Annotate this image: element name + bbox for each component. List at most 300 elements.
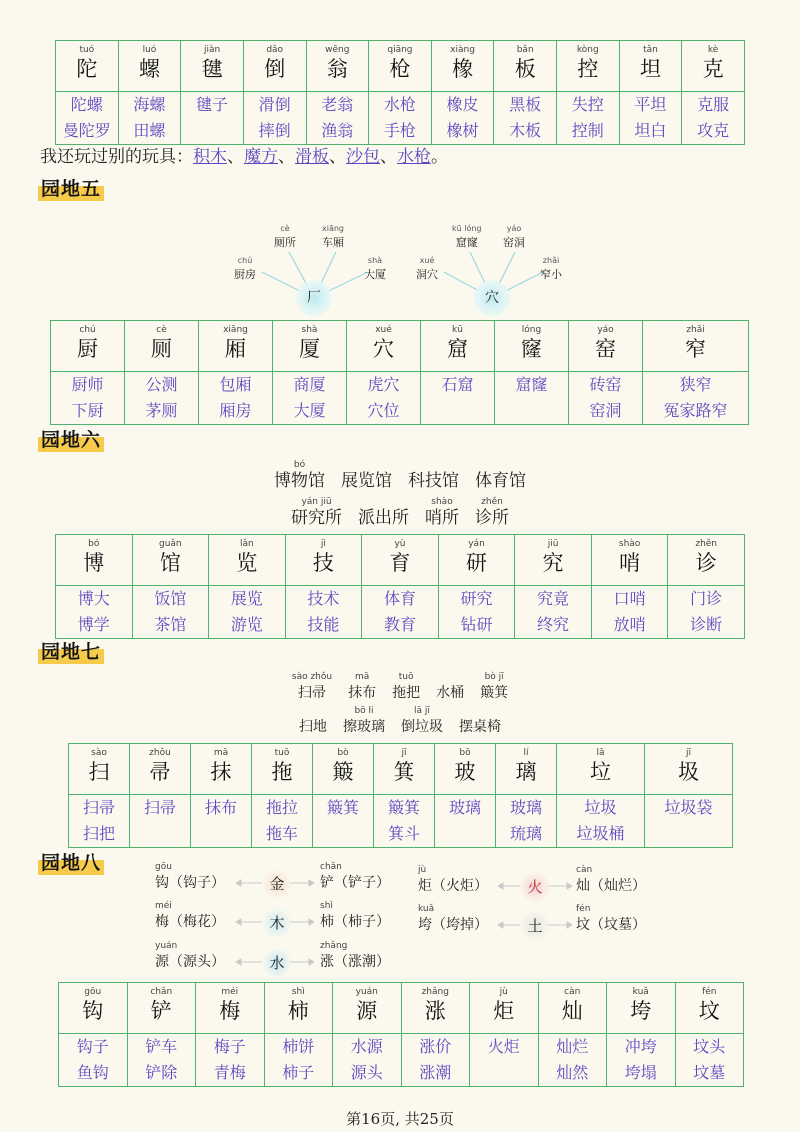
word-cell	[59, 1034, 128, 1087]
char-cell	[438, 535, 515, 586]
word: 虎穴	[367, 375, 400, 394]
word-cell	[569, 372, 643, 425]
word-cell	[374, 795, 435, 848]
pinyin: chǎn	[150, 987, 173, 997]
word: 公测	[145, 375, 178, 394]
word-cell	[252, 795, 313, 848]
char-cell	[619, 41, 682, 92]
phrase-text: 拖把	[392, 685, 421, 701]
diagram-node: shà 大厦	[364, 256, 386, 281]
word: 钩子	[76, 1037, 109, 1056]
character: 板	[514, 57, 536, 81]
pinyin: bò	[337, 748, 349, 758]
character: 穴	[373, 337, 394, 361]
phrase-text: 研究所	[291, 508, 342, 528]
word: 砖窑	[589, 375, 622, 394]
phrase	[292, 672, 332, 703]
chain-item: yuán 源（源头）	[155, 941, 225, 970]
phrase-text: 扫地	[299, 719, 327, 735]
word: 水枪	[383, 95, 416, 114]
phrase-pinyin	[436, 672, 464, 683]
phrase-text: 诊所	[475, 508, 509, 528]
character: 窄	[685, 337, 706, 361]
phrase-pinyin	[299, 706, 327, 717]
phrase-text: 体育馆	[475, 471, 526, 491]
word	[181, 118, 243, 144]
word: 拖拉	[265, 798, 298, 817]
word: 窑洞	[589, 401, 622, 420]
word: 门诊	[690, 589, 723, 608]
character: 炬	[493, 999, 515, 1023]
sec6-word-row-1	[0, 460, 800, 491]
char-cell	[538, 983, 607, 1034]
word-cell	[538, 1034, 607, 1087]
diagram-node: xiāng 车厢	[322, 224, 345, 249]
phrase	[299, 706, 327, 737]
character: 窿	[521, 337, 542, 361]
char-cell	[496, 744, 557, 795]
phrase-pinyin: bō li	[354, 706, 374, 716]
character: 璃	[515, 760, 537, 784]
character: 厨	[77, 337, 98, 361]
word: 摔倒	[258, 121, 291, 140]
char-cell	[362, 535, 439, 586]
character: 涨	[424, 999, 446, 1023]
word-cell	[401, 1034, 470, 1087]
word: 簸箕	[326, 798, 359, 817]
pinyin: qiāng	[387, 45, 413, 55]
char-cell	[515, 535, 592, 586]
pinyin: kuǎ	[632, 987, 649, 997]
phrase-pinyin	[358, 497, 409, 508]
element-water: 水	[262, 948, 292, 978]
word: 厢房	[219, 401, 252, 420]
pinyin: tuō	[274, 748, 290, 758]
word: 失控	[571, 95, 604, 114]
word: 灿烂	[556, 1037, 589, 1056]
phrase	[425, 497, 459, 528]
char-cell	[313, 744, 374, 795]
word: 下厨	[71, 401, 104, 420]
word: 老翁	[321, 95, 354, 114]
word: 橡树	[446, 121, 479, 140]
pinyin: cè	[156, 325, 167, 335]
word: 放哨	[613, 615, 646, 634]
word: 涨潮	[419, 1063, 452, 1082]
phrase-text: 派出所	[358, 508, 409, 528]
char-table-sec7	[68, 743, 733, 848]
chain-item: càn 灿（灿烂）	[576, 865, 646, 894]
character: 橡	[452, 57, 474, 81]
char-cell	[645, 744, 733, 795]
element-fire: 火	[520, 872, 550, 902]
word: 攻克	[697, 121, 730, 140]
char-cell	[56, 535, 133, 586]
element-wood: 木	[262, 908, 292, 938]
character: 毽	[201, 57, 223, 81]
chain-item: kuǎ 垮（垮掉）	[418, 904, 488, 933]
chain-item: chǎn 铲（铲子）	[320, 862, 390, 891]
char-cell	[285, 535, 362, 586]
word: 垃圾	[584, 798, 617, 817]
character: 拖	[271, 760, 293, 784]
word	[435, 821, 495, 847]
pinyin: jì	[320, 539, 326, 549]
phrase-pinyin	[408, 460, 459, 471]
character: 灿	[561, 999, 583, 1023]
character: 玻	[454, 760, 476, 784]
word: 黑板	[509, 95, 542, 114]
character: 窟	[447, 337, 468, 361]
word: 终究	[537, 615, 570, 634]
pinyin: méi	[221, 987, 239, 997]
word-cell	[494, 92, 557, 145]
toy-item: 积木	[193, 147, 227, 167]
word: 垮塌	[624, 1063, 657, 1082]
word: 灿然	[556, 1063, 589, 1082]
char-cell	[668, 535, 745, 586]
pinyin: zhěn	[695, 539, 718, 549]
pinyin: wēng	[325, 45, 350, 55]
character: 簸	[332, 760, 354, 784]
word: 研究	[460, 589, 493, 608]
word-cell	[421, 372, 495, 425]
chain-item: gōu 钩（钩子）	[155, 862, 225, 891]
word: 铲除	[145, 1063, 178, 1082]
pinyin: yán	[468, 539, 485, 549]
char-cell	[191, 744, 252, 795]
character: 技	[312, 551, 334, 575]
character: 陀	[76, 57, 98, 81]
char-cell	[374, 744, 435, 795]
pinyin: xiàng	[450, 45, 475, 55]
char-cell	[643, 321, 749, 372]
character: 坟	[698, 999, 720, 1023]
pinyin: lā	[596, 748, 605, 758]
char-table-sec5	[50, 320, 749, 425]
word-cell	[607, 1034, 676, 1087]
phrase-pinyin: tuō	[398, 672, 414, 682]
word: 穴位	[367, 401, 400, 420]
char-cell	[59, 983, 128, 1034]
word-cell	[69, 795, 130, 848]
pinyin: luó	[142, 45, 157, 55]
word-cell	[209, 586, 286, 639]
pinyin: jiàn	[203, 45, 221, 55]
diagram-node: chú 厨房	[234, 256, 256, 281]
word-cell	[196, 1034, 265, 1087]
word-cell	[438, 586, 515, 639]
chain-item: shì 柿（柿子）	[320, 901, 390, 930]
separator: 、	[227, 147, 244, 167]
separator: 、	[329, 147, 346, 167]
word: 曼陀罗	[62, 121, 111, 140]
char-cell	[51, 321, 125, 372]
word: 茶馆	[154, 615, 187, 634]
word: 钻研	[460, 615, 493, 634]
char-cell	[118, 41, 181, 92]
word: 海螺	[133, 95, 166, 114]
word	[130, 821, 190, 847]
character: 馆	[159, 551, 181, 575]
pinyin: yù	[394, 539, 406, 549]
phrase	[408, 460, 459, 491]
pinyin: lóng	[521, 325, 542, 335]
pinyin: bó	[88, 539, 100, 549]
phrase-text: 摆桌椅	[459, 719, 501, 735]
word: 涨价	[419, 1037, 452, 1056]
word: 簸箕	[387, 798, 420, 817]
pinyin: zhǎng	[421, 987, 449, 997]
character: 铲	[150, 999, 172, 1023]
phrase-pinyin	[459, 706, 501, 717]
word-cell	[264, 1034, 333, 1087]
char-cell	[591, 535, 668, 586]
char-table-sec6	[55, 534, 745, 639]
word-cell	[347, 372, 421, 425]
phrase-pinyin: zhěn	[481, 497, 503, 507]
char-cell	[196, 983, 265, 1034]
character: 源	[356, 999, 378, 1023]
word: 琉璃	[509, 824, 542, 843]
word: 冤家路窄	[663, 401, 728, 420]
word-cell	[675, 1034, 744, 1087]
diagram-node: xué 洞穴	[416, 256, 438, 281]
word: 坦白	[634, 121, 667, 140]
character: 翁	[326, 57, 348, 81]
word-cell	[470, 1034, 539, 1087]
phrase-pinyin: bò jī	[484, 672, 504, 682]
pinyin: xué	[375, 325, 392, 335]
word-cell	[285, 586, 362, 639]
word: 诊断	[690, 615, 723, 634]
toys-prefix: 我还玩过别的玩具：	[40, 147, 193, 167]
phrase-pinyin: sào zhǒu	[291, 672, 333, 682]
word: 坟头	[693, 1037, 726, 1056]
section-title-5: 园地五	[38, 174, 104, 201]
word-cell	[199, 372, 273, 425]
char-cell	[607, 983, 676, 1034]
word: 石窟	[441, 375, 474, 394]
phrase-pinyin: shào	[431, 497, 453, 507]
phrase	[348, 672, 376, 703]
char-table-toys	[55, 40, 745, 145]
word-cell	[125, 372, 199, 425]
word	[313, 821, 373, 847]
pinyin: gōu	[84, 987, 102, 997]
pinyin: kè	[707, 45, 719, 55]
char-cell	[495, 321, 569, 372]
phrase	[480, 672, 508, 703]
phrase-pinyin: mā	[354, 672, 370, 682]
word-cell	[435, 795, 496, 848]
word-cell	[243, 92, 306, 145]
word: 渔翁	[321, 121, 354, 140]
pinyin: jù	[499, 987, 508, 997]
sec7-word-row-2	[0, 706, 800, 737]
word: 陀螺	[70, 95, 103, 114]
pinyin: zhǒu	[149, 748, 171, 758]
word-cell	[557, 92, 620, 145]
word-cell	[127, 1034, 196, 1087]
word: 玻璃	[448, 798, 481, 817]
toy-item: 水枪	[397, 147, 431, 167]
separator: 。	[431, 147, 448, 167]
word: 铲车	[145, 1037, 178, 1056]
word: 饭馆	[154, 589, 187, 608]
element-metal: 金	[262, 869, 292, 899]
phrase	[392, 672, 420, 703]
radical-diagram-lines	[0, 210, 800, 320]
word-cell	[132, 586, 209, 639]
word-cell	[56, 92, 119, 145]
word: 大厦	[293, 401, 326, 420]
phrase-text: 擦玻璃	[343, 719, 385, 735]
word: 教育	[383, 615, 416, 634]
word-cell	[273, 372, 347, 425]
character: 览	[236, 551, 258, 575]
word: 青梅	[213, 1063, 246, 1082]
char-cell	[675, 983, 744, 1034]
diagram-node: kū lóng 窟窿	[452, 224, 482, 249]
pinyin: shà	[301, 325, 318, 335]
char-cell	[273, 321, 347, 372]
phrase	[436, 672, 464, 703]
word	[645, 821, 732, 847]
character: 倒	[264, 57, 286, 81]
pinyin: lǎn	[240, 539, 254, 549]
word: 木板	[509, 121, 542, 140]
sec6-word-row-2	[0, 497, 800, 528]
element-earth: 土	[520, 911, 550, 941]
word-cell	[591, 586, 668, 639]
char-cell	[569, 321, 643, 372]
word: 技能	[307, 615, 340, 634]
character: 螺	[138, 57, 160, 81]
phrase-text: 博物馆	[274, 471, 325, 491]
character: 厦	[299, 337, 320, 361]
word: 滑倒	[258, 95, 291, 114]
char-table-sec8	[58, 982, 744, 1087]
pinyin: mā	[213, 748, 229, 758]
chain-item: jù 炬（火炬）	[418, 865, 488, 894]
word: 口哨	[613, 589, 646, 608]
character: 抹	[210, 760, 232, 784]
char-cell	[421, 321, 495, 372]
phrase	[341, 460, 392, 491]
hub-radical-chang: 厂	[296, 280, 332, 316]
sec7-word-row-1	[0, 672, 800, 703]
character: 控	[577, 57, 599, 81]
word: 垃圾桶	[576, 824, 625, 843]
word: 扫帚	[143, 798, 176, 817]
pinyin: zhǎi	[686, 325, 705, 335]
character: 窑	[595, 337, 616, 361]
char-cell	[56, 41, 119, 92]
char-cell	[435, 744, 496, 795]
word-cell	[181, 92, 244, 145]
element-chain-arrows	[0, 860, 800, 980]
word: 水源	[350, 1037, 383, 1056]
word-cell	[306, 92, 369, 145]
word-cell	[333, 1034, 402, 1087]
phrase-text: 倒垃圾	[401, 719, 443, 735]
word: 扫帚	[82, 798, 115, 817]
character: 博	[83, 551, 105, 575]
word-cell	[369, 92, 432, 145]
word: 田螺	[133, 121, 166, 140]
char-cell	[333, 983, 402, 1034]
pinyin: càn	[564, 987, 581, 997]
phrase-pinyin: bó	[293, 460, 306, 470]
pinyin: lí	[523, 748, 529, 758]
char-cell	[431, 41, 494, 92]
word: 柿子	[282, 1063, 315, 1082]
character: 克	[702, 57, 724, 81]
phrase-text: 科技馆	[408, 471, 459, 491]
word: 扫把	[82, 824, 115, 843]
pinyin: shì	[291, 987, 305, 997]
character: 圾	[678, 760, 699, 784]
page-footer: 第16页, 共25页	[346, 1110, 454, 1128]
word: 手枪	[383, 121, 416, 140]
chain-item: méi 梅（梅花）	[155, 901, 225, 930]
word-cell	[495, 372, 569, 425]
word-cell	[619, 92, 682, 145]
char-cell	[682, 41, 745, 92]
word: 克服	[697, 95, 730, 114]
char-cell	[494, 41, 557, 92]
char-cell	[243, 41, 306, 92]
word-cell	[118, 92, 181, 145]
word: 究竟	[537, 589, 570, 608]
phrase-pinyin: yán jiū	[301, 497, 332, 507]
word-cell	[515, 586, 592, 639]
phrase	[475, 460, 526, 491]
section-title-6: 园地六	[38, 425, 104, 452]
separator: 、	[380, 147, 397, 167]
pinyin: dǎo	[266, 45, 284, 55]
character: 帚	[149, 760, 171, 784]
char-cell	[252, 744, 313, 795]
phrase	[343, 706, 385, 737]
char-cell	[132, 535, 209, 586]
character: 诊	[695, 551, 717, 575]
section-title-8: 园地八	[38, 848, 104, 875]
word-cell	[191, 795, 252, 848]
pinyin: fén	[702, 987, 717, 997]
word: 包厢	[219, 375, 252, 394]
phrase-text: 水桶	[436, 685, 465, 701]
character: 厢	[225, 337, 246, 361]
word: 控制	[571, 121, 604, 140]
character: 箕	[393, 760, 415, 784]
word-cell	[130, 795, 191, 848]
toy-item: 滑板	[295, 147, 329, 167]
word: 狭窄	[679, 375, 712, 394]
word-cell	[557, 795, 645, 848]
pinyin: tuó	[79, 45, 95, 55]
character: 钩	[82, 999, 104, 1023]
pinyin: guǎn	[159, 539, 182, 549]
phrase	[358, 497, 409, 528]
pinyin: yáo	[597, 325, 614, 335]
word: 玻璃	[509, 798, 542, 817]
phrase-pinyin	[341, 460, 392, 471]
phrase-text: 抹布	[348, 685, 377, 701]
word: 箕斗	[387, 824, 420, 843]
character: 究	[542, 551, 564, 575]
